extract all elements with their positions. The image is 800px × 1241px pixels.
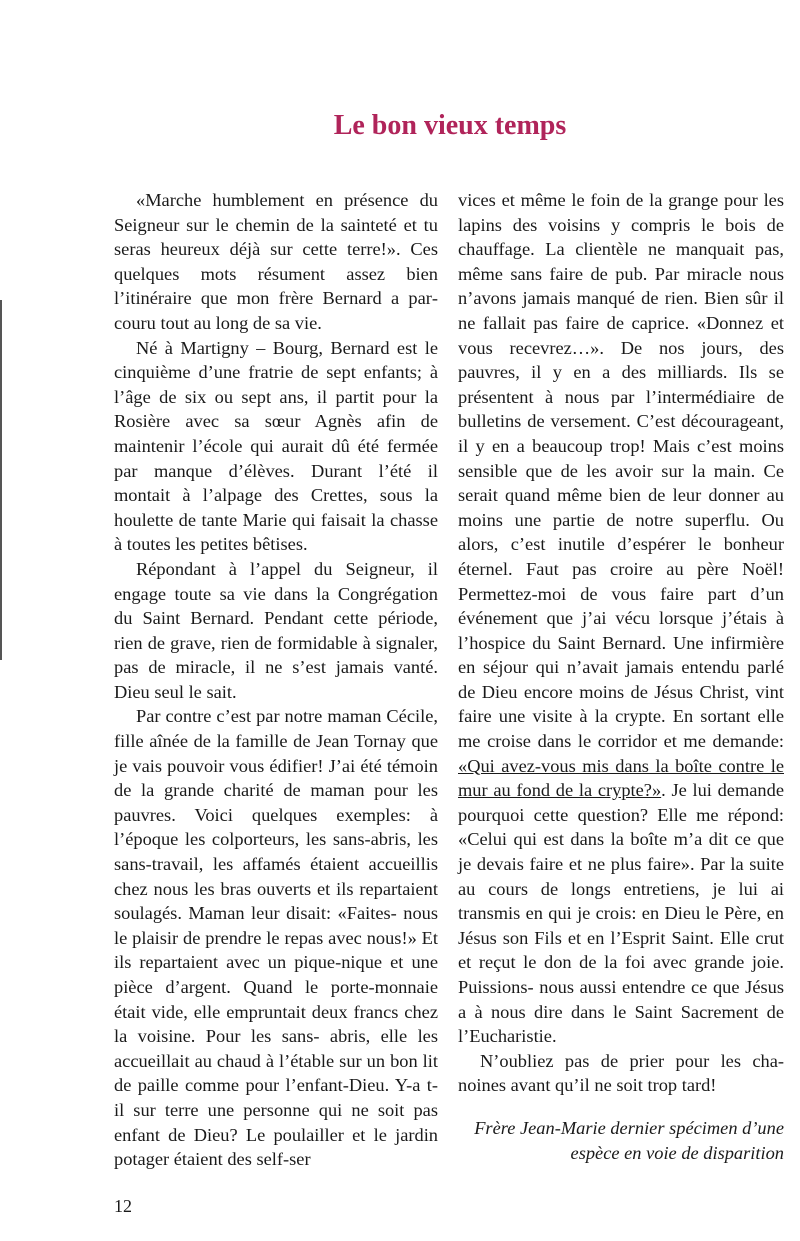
page-number: 12: [114, 1196, 132, 1216]
continuation-text: vices et même le foin de la grange pour les lapins des voisins y compris le bois de chauffage. La clientèle ne manquait pas, même sans faire de pub. Par miracle nous n’avons jamais manqué de rien. Bien sûr il ne fallait pas faire de caprice. «Donnez et vous recevrez…». De nos jours, des pauvres, il y en a des milliards. Ils se présentent à nous par l’intermédiaire de bulletins de versement. C’est décourageant, il y en a beaucoup trop! Mais c’est moins sensible que de les avoir sur la main. Ce serait quand même bien de leur donner au moins une partie de notre superflu. Ou alors, c’est inutile d’espérer le bonheur éternel. Faut pas croire au père Noël! Permettez-moi de vous faire part d’un événement que j’ai vécu lorsque j’étais à l’hospice du Saint Bernard. Une infirmière en séjour qui n’avait jamais entendu parlé de Dieu encore moins de Jésus Christ, vint faire une visite à la crypte. En sortant elle me croise dans le corridor et me demande:: [458, 190, 784, 752]
paragraph-mother-charity: Par contre c’est par notre maman Cécile, fille aînée de la famille de Jean Tornay que je vais pouvoir vous édifier! J’ai été témoin de la grande charité de maman pour les pauvres. Voici quelques exemples: à l’époque les colporteurs, les sans-abris, les sans-travail, les affamés étaient accueillis chez nous les bras ouverts et ils repartaient soulagés. Maman leur disait: «Faites- nous le plaisir de prendre le repas avec nous!» Et ils repartaient avec un pique-nique et une pièce d’argent. Quand le porte-monnaie était vide, elle empruntait deux francs chez la voisine. Pour les sans- abris, elle les accueillait au chaud à l’étable sur un bon lit de paille comme pour l’enfant-Dieu. Y-a t- il sur terre une personne qui ne soit pas enfant de Dieu? Le poulailler et le jardin potager étaient des self-ser: [114, 706, 438, 1170]
right-column: [458, 188, 784, 1165]
paragraph-vocation: Répondant à l’appel du Seigneur, il engage toute sa vie dans la Congrégation du Saint Bernard. Pendant cette période, rien de grave, rien de formidable à signaler, pas de miracle, il ne s’est jamais vanté. Dieu seul le sait.: [114, 558, 438, 702]
nurse-question-quote: «Qui avez-vous mis dans la boîte contre le mur au fond de la crypte?»: [458, 755, 784, 801]
paragraph-intro: «Marche humblement en présence du Seigneur sur le chemin de la sainteté et tu seras heureux déjà sur cette terre!». Ces quelques mots résument assez bien l’itinéraire que mon frère Bernard a parcouru tout au long de sa vie.: [114, 190, 438, 333]
paragraph-continuation: [458, 188, 784, 1049]
left-column: [114, 188, 438, 1172]
paragraph-prayer-request: N’oubliez pas de prier pour les chanoines avant qu’il ne soit trop tard!: [458, 1050, 784, 1096]
author-signature: Frère Jean-Marie dernier spécimen d’une espèce en voie de disparition: [474, 1117, 784, 1163]
article-title: Le bon vieux temps: [333, 110, 567, 141]
continuation-end-text: . Je lui demande pourquoi cette question? Elle me répond: «Celui qui est dans la boîte m’a dit ce que je devais faire et ne plus faire». Par la suite au cours de longs entretiens, je lui ai transmis en qui je crois: en Dieu le Père, en Jésus son Fils et en l’Esprit Saint. Elle crut et reçut le don de la foi avec grande joie. Puissions- nous aussi entendre ce que Jésus a à nous dire dans le Saint Sacrement de l’Eucharistie.: [458, 780, 784, 1047]
page-edge-shadow: [0, 300, 2, 660]
paragraph-childhood: Né à Martigny – Bourg, Bernard est le cinquième d’une fratrie de sept enfants; à l’âge de six ou sept ans, il partit pour la Rosière avec sa sœur Agnès afin de maintenir l’école qui aurait dû été fermée par manque d’élèves. Durant l’été il montait à l’alpage des Crettes, sous la houlette de tante Marie qui faisait la chasse à toutes les petites bêtises.: [114, 337, 438, 555]
